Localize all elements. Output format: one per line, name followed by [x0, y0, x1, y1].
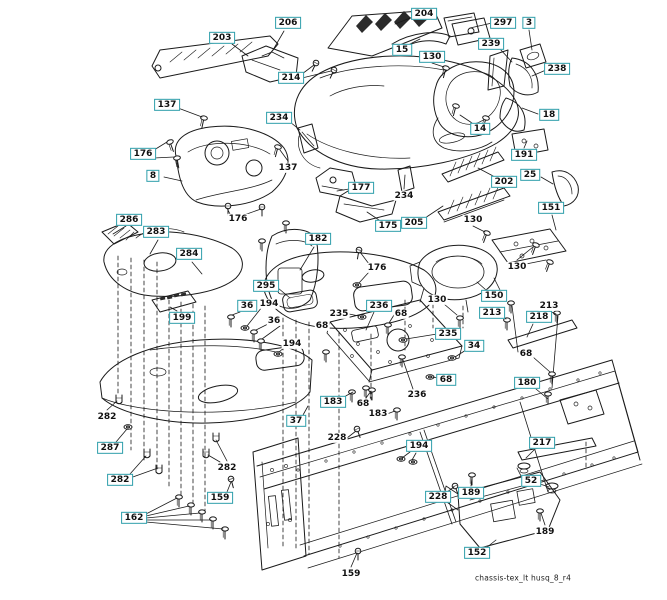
part-label-176: 176 [367, 262, 387, 273]
part-label-189: 189 [535, 526, 555, 537]
part-label-183: 183 [368, 408, 388, 419]
part-label-194: 194 [282, 338, 302, 349]
part-label-234: 234 [266, 112, 292, 124]
part-label-205: 205 [401, 217, 427, 229]
part-label-235: 235 [329, 308, 349, 319]
part-label-130: 130 [507, 261, 527, 272]
part-label-238: 238 [544, 63, 570, 75]
part-label-202: 202 [491, 176, 517, 188]
part-label-199: 199 [169, 312, 195, 324]
part-label-25: 25 [520, 169, 540, 181]
part-label-15: 15 [392, 44, 412, 56]
part-label-176: 176 [228, 213, 248, 224]
part-label-213: 213 [479, 307, 505, 319]
part-label-283: 283 [143, 226, 169, 238]
part-label-286: 286 [116, 214, 142, 226]
part-label-8: 8 [146, 170, 159, 182]
part-label-14: 14 [470, 123, 490, 135]
part-label-284: 284 [176, 248, 202, 260]
part-label-68: 68 [394, 308, 408, 319]
part-label-204: 204 [411, 8, 437, 20]
part-label-189: 189 [458, 487, 484, 499]
part-label-194: 194 [406, 440, 432, 452]
part-label-36: 36 [267, 315, 281, 326]
part-label-235: 235 [435, 328, 461, 340]
part-label-282: 282 [97, 411, 117, 422]
part-label-152: 152 [464, 547, 490, 559]
part-label-130: 130 [463, 214, 483, 225]
part-label-137: 137 [154, 99, 180, 111]
part-label-37: 37 [286, 415, 306, 427]
part-label-68: 68 [436, 374, 456, 386]
part-label-177: 177 [348, 182, 374, 194]
part-label-34: 34 [464, 340, 484, 352]
part-label-228: 228 [425, 491, 451, 503]
diagram-caption: chassis-tex_lt husq_8_r4 [474, 573, 572, 583]
part-label-36: 36 [237, 300, 257, 312]
part-label-137: 137 [278, 162, 298, 173]
part-label-68: 68 [519, 348, 533, 359]
part-label-203: 203 [209, 32, 235, 44]
part-label-218: 218 [526, 311, 552, 323]
part-label-236: 236 [366, 300, 392, 312]
part-label-236: 236 [407, 389, 427, 400]
part-label-191: 191 [511, 149, 537, 161]
part-label-130: 130 [427, 294, 447, 305]
part-label-68: 68 [356, 398, 370, 409]
part-label-162: 162 [121, 512, 147, 524]
part-label-52: 52 [521, 475, 541, 487]
part-label-297: 297 [490, 17, 516, 29]
part-label-213: 213 [539, 300, 559, 311]
part-label-206: 206 [275, 17, 301, 29]
part-label-214: 214 [278, 72, 304, 84]
part-label-194: 194 [259, 298, 279, 309]
part-label-159: 159 [341, 568, 361, 579]
part-label-234: 234 [394, 190, 414, 201]
part-label-239: 239 [478, 38, 504, 50]
part-label-18: 18 [539, 109, 559, 121]
part-label-150: 150 [481, 290, 507, 302]
part-label-176: 176 [130, 148, 156, 160]
part-label-217: 217 [529, 437, 555, 449]
part-label-3: 3 [522, 17, 535, 29]
part-label-282: 282 [217, 462, 237, 473]
part-label-287: 287 [97, 442, 123, 454]
part-label-151: 151 [538, 202, 564, 214]
part-label-282: 282 [107, 474, 133, 486]
part-label-175: 175 [375, 220, 401, 232]
part-label-183: 183 [320, 396, 346, 408]
part-label-295: 295 [253, 280, 279, 292]
part-label-180: 180 [514, 377, 540, 389]
part-label-182: 182 [305, 233, 331, 245]
part-label-228: 228 [327, 432, 347, 443]
part-label-130: 130 [419, 51, 445, 63]
part-label-159: 159 [207, 492, 233, 504]
part-label-68: 68 [315, 320, 329, 331]
